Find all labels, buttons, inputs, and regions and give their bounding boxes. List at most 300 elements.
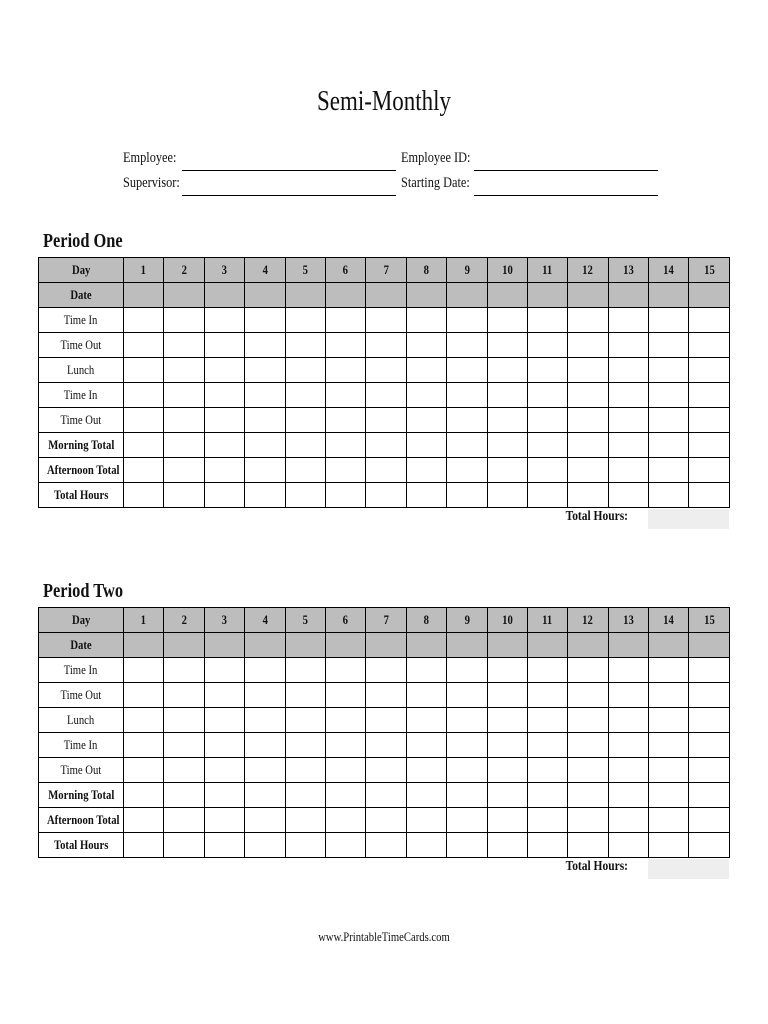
entry-cell-time-out[interactable]	[568, 408, 608, 433]
entry-cell-time-in[interactable]	[245, 733, 285, 758]
entry-cell-time-in[interactable]	[649, 308, 689, 333]
entry-cell-morning-total[interactable]	[285, 783, 325, 808]
entry-cell-total-hours[interactable]	[325, 483, 365, 508]
entry-cell-total-hours[interactable]	[204, 483, 244, 508]
entry-cell-afternoon-total[interactable]	[447, 808, 487, 833]
entry-cell-afternoon-total[interactable]	[366, 458, 406, 483]
entry-cell-total-hours[interactable]	[164, 483, 204, 508]
period-one-total-field[interactable]	[648, 509, 729, 529]
day-number-cell	[649, 608, 689, 633]
entry-cell-lunch[interactable]	[406, 708, 446, 733]
entry-cell-date[interactable]	[568, 283, 608, 308]
entry-cell-lunch[interactable]	[568, 708, 608, 733]
entry-cell-afternoon-total[interactable]	[568, 808, 608, 833]
header-row	[39, 608, 730, 633]
entry-cell-afternoon-total[interactable]	[487, 808, 527, 833]
day-number: 2	[181, 262, 187, 277]
entry-cell-morning-total[interactable]	[568, 783, 608, 808]
entry-cell-date[interactable]	[568, 633, 608, 658]
day-number-cell	[649, 258, 689, 283]
entry-cell-date[interactable]	[204, 633, 244, 658]
entry-cell-time-out[interactable]	[649, 683, 689, 708]
row-label-text: Afternoon Total	[46, 812, 120, 827]
entry-cell-time-out[interactable]	[366, 408, 406, 433]
entry-cell-afternoon-total[interactable]	[649, 458, 689, 483]
entry-cell-morning-total[interactable]	[285, 433, 325, 458]
entry-cell-afternoon-total[interactable]	[164, 808, 204, 833]
entry-cell-time-in[interactable]	[689, 383, 730, 408]
entry-cell-time-in[interactable]	[124, 383, 164, 408]
entry-cell-time-out[interactable]	[285, 758, 325, 783]
entry-cell-time-in[interactable]	[608, 383, 648, 408]
entry-cell-date[interactable]	[124, 633, 164, 658]
entry-cell-time-in[interactable]	[608, 308, 648, 333]
entry-cell-time-in[interactable]	[164, 733, 204, 758]
entry-cell-date[interactable]	[487, 283, 527, 308]
entry-cell-total-hours[interactable]	[649, 833, 689, 858]
entry-cell-afternoon-total[interactable]	[689, 458, 730, 483]
entry-cell-time-out[interactable]	[124, 408, 164, 433]
entry-cell-time-out[interactable]	[608, 758, 648, 783]
entry-cell-time-out[interactable]	[689, 683, 730, 708]
entry-cell-lunch[interactable]	[608, 708, 648, 733]
entry-cell-lunch[interactable]	[366, 708, 406, 733]
entry-cell-time-in[interactable]	[447, 658, 487, 683]
day-number-cell	[245, 608, 285, 633]
entry-cell-time-in[interactable]	[204, 658, 244, 683]
entry-cell-time-in[interactable]	[124, 733, 164, 758]
entry-cell-time-out[interactable]	[325, 333, 365, 358]
entry-cell-time-out[interactable]	[245, 408, 285, 433]
table-row	[39, 408, 730, 433]
entry-cell-morning-total[interactable]	[325, 433, 365, 458]
entry-cell-time-in[interactable]	[568, 308, 608, 333]
entry-cell-time-out[interactable]	[527, 758, 567, 783]
entry-cell-time-out[interactable]	[406, 758, 446, 783]
entry-cell-morning-total[interactable]	[447, 433, 487, 458]
entry-cell-afternoon-total[interactable]	[527, 808, 567, 833]
entry-cell-date[interactable]	[245, 633, 285, 658]
entry-cell-total-hours[interactable]	[245, 483, 285, 508]
entry-cell-morning-total[interactable]	[608, 783, 648, 808]
entry-cell-time-out[interactable]	[204, 408, 244, 433]
entry-cell-date[interactable]	[527, 283, 567, 308]
entry-cell-time-in[interactable]	[487, 308, 527, 333]
entry-cell-time-out[interactable]	[325, 683, 365, 708]
entry-cell-time-out[interactable]	[164, 758, 204, 783]
entry-cell-total-hours[interactable]	[487, 833, 527, 858]
entry-cell-date[interactable]	[447, 633, 487, 658]
entry-cell-date[interactable]	[527, 633, 567, 658]
entry-cell-date[interactable]	[406, 633, 446, 658]
entry-cell-total-hours[interactable]	[568, 833, 608, 858]
entry-cell-time-out[interactable]	[204, 758, 244, 783]
entry-cell-afternoon-total[interactable]	[164, 458, 204, 483]
entry-cell-date[interactable]	[487, 633, 527, 658]
entry-cell-lunch[interactable]	[689, 708, 730, 733]
entry-cell-morning-total[interactable]	[366, 433, 406, 458]
entry-cell-date[interactable]	[164, 633, 204, 658]
entry-cell-time-out[interactable]	[527, 333, 567, 358]
entry-cell-morning-total[interactable]	[245, 783, 285, 808]
entry-cell-time-out[interactable]	[164, 333, 204, 358]
entry-cell-date[interactable]	[447, 283, 487, 308]
entry-cell-time-in[interactable]	[649, 658, 689, 683]
entry-cell-morning-total[interactable]	[447, 783, 487, 808]
entry-cell-time-out[interactable]	[285, 333, 325, 358]
entry-cell-afternoon-total[interactable]	[487, 458, 527, 483]
entry-cell-date[interactable]	[689, 283, 730, 308]
entry-cell-time-out[interactable]	[568, 758, 608, 783]
entry-cell-morning-total[interactable]	[406, 433, 446, 458]
entry-cell-time-in[interactable]	[447, 733, 487, 758]
entry-cell-total-hours[interactable]	[204, 833, 244, 858]
entry-cell-time-in[interactable]	[325, 658, 365, 683]
entry-cell-lunch[interactable]	[649, 358, 689, 383]
entry-cell-afternoon-total[interactable]	[124, 808, 164, 833]
entry-cell-total-hours[interactable]	[406, 833, 446, 858]
entry-cell-afternoon-total[interactable]	[649, 808, 689, 833]
entry-cell-total-hours[interactable]	[608, 483, 648, 508]
entry-cell-morning-total[interactable]	[325, 783, 365, 808]
entry-cell-date[interactable]	[649, 633, 689, 658]
entry-cell-time-in[interactable]	[124, 658, 164, 683]
entry-cell-time-in[interactable]	[285, 658, 325, 683]
day-number-cell	[568, 608, 608, 633]
entry-cell-time-out[interactable]	[406, 683, 446, 708]
entry-cell-time-out[interactable]	[285, 683, 325, 708]
entry-cell-time-out[interactable]	[568, 683, 608, 708]
entry-cell-time-out[interactable]	[649, 333, 689, 358]
entry-cell-afternoon-total[interactable]	[285, 458, 325, 483]
entry-cell-time-in[interactable]	[568, 383, 608, 408]
entry-cell-afternoon-total[interactable]	[406, 458, 446, 483]
entry-cell-time-in[interactable]	[285, 733, 325, 758]
entry-cell-time-out[interactable]	[124, 758, 164, 783]
entry-cell-time-out[interactable]	[366, 333, 406, 358]
entry-cell-morning-total[interactable]	[366, 783, 406, 808]
entry-cell-afternoon-total[interactable]	[204, 808, 244, 833]
entry-cell-lunch[interactable]	[689, 358, 730, 383]
entry-cell-time-out[interactable]	[245, 333, 285, 358]
entry-cell-time-out[interactable]	[366, 683, 406, 708]
entry-cell-date[interactable]	[325, 633, 365, 658]
entry-cell-total-hours[interactable]	[568, 483, 608, 508]
row-label-time-out	[39, 333, 124, 358]
entry-cell-time-in[interactable]	[689, 308, 730, 333]
entry-cell-time-out[interactable]	[487, 683, 527, 708]
entry-cell-total-hours[interactable]	[406, 483, 446, 508]
entry-cell-time-out[interactable]	[164, 408, 204, 433]
entry-cell-total-hours[interactable]	[124, 483, 164, 508]
entry-cell-time-in[interactable]	[527, 733, 567, 758]
entry-cell-afternoon-total[interactable]	[447, 458, 487, 483]
entry-cell-morning-total[interactable]	[245, 433, 285, 458]
entry-cell-time-out[interactable]	[689, 333, 730, 358]
entry-cell-time-in[interactable]	[325, 733, 365, 758]
entry-cell-total-hours[interactable]	[527, 833, 567, 858]
row-label-text: Total Hours	[53, 837, 109, 852]
entry-cell-lunch[interactable]	[164, 358, 204, 383]
entry-cell-time-out[interactable]	[568, 333, 608, 358]
entry-cell-total-hours[interactable]	[689, 483, 730, 508]
entry-cell-lunch[interactable]	[164, 708, 204, 733]
entry-cell-total-hours[interactable]	[325, 833, 365, 858]
entry-cell-time-in[interactable]	[689, 658, 730, 683]
entry-cell-lunch[interactable]	[487, 358, 527, 383]
entry-cell-afternoon-total[interactable]	[527, 458, 567, 483]
entry-cell-time-in[interactable]	[325, 383, 365, 408]
entry-cell-date[interactable]	[164, 283, 204, 308]
entry-cell-time-in[interactable]	[366, 658, 406, 683]
supervisor-field[interactable]	[182, 195, 396, 196]
row-label-total-hours	[39, 833, 124, 858]
entry-cell-afternoon-total[interactable]	[406, 808, 446, 833]
entry-cell-lunch[interactable]	[487, 708, 527, 733]
entry-cell-time-in[interactable]	[285, 383, 325, 408]
day-number: 15	[703, 262, 715, 277]
entry-cell-time-out[interactable]	[204, 683, 244, 708]
entry-cell-lunch[interactable]	[527, 708, 567, 733]
entry-cell-time-in[interactable]	[325, 308, 365, 333]
entry-cell-afternoon-total[interactable]	[689, 808, 730, 833]
entry-cell-lunch[interactable]	[285, 358, 325, 383]
entry-cell-afternoon-total[interactable]	[245, 458, 285, 483]
entry-cell-morning-total[interactable]	[527, 433, 567, 458]
entry-cell-lunch[interactable]	[649, 708, 689, 733]
day-number: 9	[464, 612, 470, 627]
entry-cell-total-hours[interactable]	[447, 833, 487, 858]
entry-cell-time-out[interactable]	[366, 758, 406, 783]
entry-cell-date[interactable]	[245, 283, 285, 308]
entry-cell-morning-total[interactable]	[204, 433, 244, 458]
starting-date-field[interactable]	[474, 195, 658, 196]
entry-cell-afternoon-total[interactable]	[285, 808, 325, 833]
entry-cell-date[interactable]	[689, 633, 730, 658]
entry-cell-total-hours[interactable]	[285, 833, 325, 858]
entry-cell-lunch[interactable]	[245, 358, 285, 383]
entry-cell-time-out[interactable]	[406, 333, 446, 358]
entry-cell-date[interactable]	[406, 283, 446, 308]
entry-cell-total-hours[interactable]	[164, 833, 204, 858]
entry-cell-lunch[interactable]	[447, 358, 487, 383]
table-row	[39, 758, 730, 783]
entry-cell-time-in[interactable]	[649, 733, 689, 758]
day-number: 7	[383, 262, 389, 277]
entry-cell-lunch[interactable]	[285, 708, 325, 733]
entry-cell-morning-total[interactable]	[487, 783, 527, 808]
entry-cell-afternoon-total[interactable]	[366, 808, 406, 833]
entry-cell-time-out[interactable]	[689, 758, 730, 783]
entry-cell-time-in[interactable]	[406, 383, 446, 408]
entry-cell-afternoon-total[interactable]	[608, 458, 648, 483]
entry-cell-lunch[interactable]	[366, 358, 406, 383]
entry-cell-lunch[interactable]	[204, 708, 244, 733]
entry-cell-time-out[interactable]	[325, 758, 365, 783]
entry-cell-morning-total[interactable]	[527, 783, 567, 808]
entry-cell-total-hours[interactable]	[124, 833, 164, 858]
entry-cell-morning-total[interactable]	[649, 433, 689, 458]
entry-cell-lunch[interactable]	[608, 358, 648, 383]
entry-cell-afternoon-total[interactable]	[204, 458, 244, 483]
entry-cell-morning-total[interactable]	[164, 783, 204, 808]
entry-cell-total-hours[interactable]	[527, 483, 567, 508]
entry-cell-total-hours[interactable]	[366, 483, 406, 508]
entry-cell-morning-total[interactable]	[649, 783, 689, 808]
entry-cell-afternoon-total[interactable]	[325, 458, 365, 483]
entry-cell-morning-total[interactable]	[689, 783, 730, 808]
entry-cell-time-in[interactable]	[487, 733, 527, 758]
entry-cell-time-out[interactable]	[689, 408, 730, 433]
entry-cell-morning-total[interactable]	[164, 433, 204, 458]
entry-cell-morning-total[interactable]	[689, 433, 730, 458]
entry-cell-time-in[interactable]	[527, 383, 567, 408]
employee-field[interactable]	[182, 170, 396, 171]
entry-cell-date[interactable]	[649, 283, 689, 308]
entry-cell-time-in[interactable]	[568, 658, 608, 683]
entry-cell-time-in[interactable]	[124, 308, 164, 333]
entry-cell-lunch[interactable]	[204, 358, 244, 383]
entry-cell-time-out[interactable]	[487, 758, 527, 783]
entry-cell-total-hours[interactable]	[447, 483, 487, 508]
entry-cell-afternoon-total[interactable]	[325, 808, 365, 833]
entry-cell-total-hours[interactable]	[689, 833, 730, 858]
day-number: 10	[501, 612, 513, 627]
entry-cell-lunch[interactable]	[124, 708, 164, 733]
entry-cell-time-out[interactable]	[447, 683, 487, 708]
entry-cell-afternoon-total[interactable]	[245, 808, 285, 833]
entry-cell-time-out[interactable]	[325, 408, 365, 433]
entry-cell-time-out[interactable]	[164, 683, 204, 708]
entry-cell-time-in[interactable]	[447, 308, 487, 333]
entry-cell-time-out[interactable]	[649, 408, 689, 433]
entry-cell-total-hours[interactable]	[366, 833, 406, 858]
entry-cell-morning-total[interactable]	[608, 433, 648, 458]
employee-id-field[interactable]	[474, 170, 658, 171]
entry-cell-lunch[interactable]	[568, 358, 608, 383]
entry-cell-time-out[interactable]	[487, 408, 527, 433]
entry-cell-date[interactable]	[325, 283, 365, 308]
table-row	[39, 733, 730, 758]
entry-cell-time-out[interactable]	[245, 683, 285, 708]
entry-cell-time-out[interactable]	[527, 408, 567, 433]
entry-cell-total-hours[interactable]	[487, 483, 527, 508]
entry-cell-date[interactable]	[285, 633, 325, 658]
entry-cell-date[interactable]	[366, 633, 406, 658]
entry-cell-time-in[interactable]	[204, 308, 244, 333]
entry-cell-time-in[interactable]	[487, 383, 527, 408]
entry-cell-time-out[interactable]	[124, 333, 164, 358]
entry-cell-time-out[interactable]	[447, 758, 487, 783]
entry-cell-time-in[interactable]	[366, 308, 406, 333]
row-label-lunch	[39, 358, 124, 383]
entry-cell-time-out[interactable]	[204, 333, 244, 358]
entry-cell-time-out[interactable]	[285, 408, 325, 433]
entry-cell-time-out[interactable]	[487, 333, 527, 358]
entry-cell-time-out[interactable]	[447, 333, 487, 358]
entry-cell-lunch[interactable]	[325, 358, 365, 383]
entry-cell-time-out[interactable]	[608, 333, 648, 358]
entry-cell-time-in[interactable]	[406, 658, 446, 683]
period-two-total-field[interactable]	[648, 859, 729, 879]
entry-cell-date[interactable]	[285, 283, 325, 308]
entry-cell-time-in[interactable]	[245, 308, 285, 333]
entry-cell-morning-total[interactable]	[204, 783, 244, 808]
entry-cell-time-in[interactable]	[527, 658, 567, 683]
entry-cell-time-out[interactable]	[245, 758, 285, 783]
entry-cell-date[interactable]	[204, 283, 244, 308]
entry-cell-morning-total[interactable]	[568, 433, 608, 458]
entry-cell-time-out[interactable]	[608, 408, 648, 433]
entry-cell-time-out[interactable]	[447, 408, 487, 433]
entry-cell-afternoon-total[interactable]	[568, 458, 608, 483]
entry-cell-time-in[interactable]	[527, 308, 567, 333]
entry-cell-time-in[interactable]	[406, 308, 446, 333]
entry-cell-time-out[interactable]	[124, 683, 164, 708]
entry-cell-lunch[interactable]	[325, 708, 365, 733]
period-two-title: Period Two	[43, 580, 124, 602]
entry-cell-total-hours[interactable]	[245, 833, 285, 858]
entry-cell-time-in[interactable]	[447, 383, 487, 408]
entry-cell-time-in[interactable]	[164, 658, 204, 683]
row-label-text: Day	[71, 612, 91, 627]
entry-cell-morning-total[interactable]	[124, 433, 164, 458]
entry-cell-time-out[interactable]	[527, 683, 567, 708]
entry-cell-date[interactable]	[124, 283, 164, 308]
entry-cell-total-hours[interactable]	[608, 833, 648, 858]
day-number: 15	[703, 612, 715, 627]
entry-cell-time-in[interactable]	[649, 383, 689, 408]
entry-cell-total-hours[interactable]	[285, 483, 325, 508]
entry-cell-time-in[interactable]	[245, 658, 285, 683]
entry-cell-date[interactable]	[366, 283, 406, 308]
entry-cell-time-in[interactable]	[406, 733, 446, 758]
entry-cell-morning-total[interactable]	[124, 783, 164, 808]
row-label-time-in	[39, 308, 124, 333]
entry-cell-time-in[interactable]	[366, 733, 406, 758]
entry-cell-afternoon-total[interactable]	[608, 808, 648, 833]
entry-cell-time-in[interactable]	[608, 733, 648, 758]
entry-cell-morning-total[interactable]	[487, 433, 527, 458]
entry-cell-lunch[interactable]	[406, 358, 446, 383]
entry-cell-time-in[interactable]	[204, 383, 244, 408]
entry-cell-lunch[interactable]	[447, 708, 487, 733]
entry-cell-date[interactable]	[608, 283, 648, 308]
entry-cell-lunch[interactable]	[245, 708, 285, 733]
day-number-cell	[164, 608, 204, 633]
entry-cell-time-in[interactable]	[204, 733, 244, 758]
entry-cell-total-hours[interactable]	[649, 483, 689, 508]
entry-cell-time-in[interactable]	[164, 308, 204, 333]
entry-cell-time-in[interactable]	[285, 308, 325, 333]
entry-cell-lunch[interactable]	[124, 358, 164, 383]
entry-cell-lunch[interactable]	[527, 358, 567, 383]
entry-cell-time-in[interactable]	[245, 383, 285, 408]
entry-cell-afternoon-total[interactable]	[124, 458, 164, 483]
entry-cell-time-in[interactable]	[689, 733, 730, 758]
entry-cell-time-in[interactable]	[366, 383, 406, 408]
entry-cell-time-in[interactable]	[487, 658, 527, 683]
entry-cell-time-out[interactable]	[649, 758, 689, 783]
entry-cell-morning-total[interactable]	[406, 783, 446, 808]
entry-cell-date[interactable]	[608, 633, 648, 658]
entry-cell-time-out[interactable]	[406, 408, 446, 433]
row-label-text: Lunch	[67, 362, 95, 377]
entry-cell-time-in[interactable]	[164, 383, 204, 408]
entry-cell-time-in[interactable]	[568, 733, 608, 758]
entry-cell-time-in[interactable]	[608, 658, 648, 683]
entry-cell-time-out[interactable]	[608, 683, 648, 708]
